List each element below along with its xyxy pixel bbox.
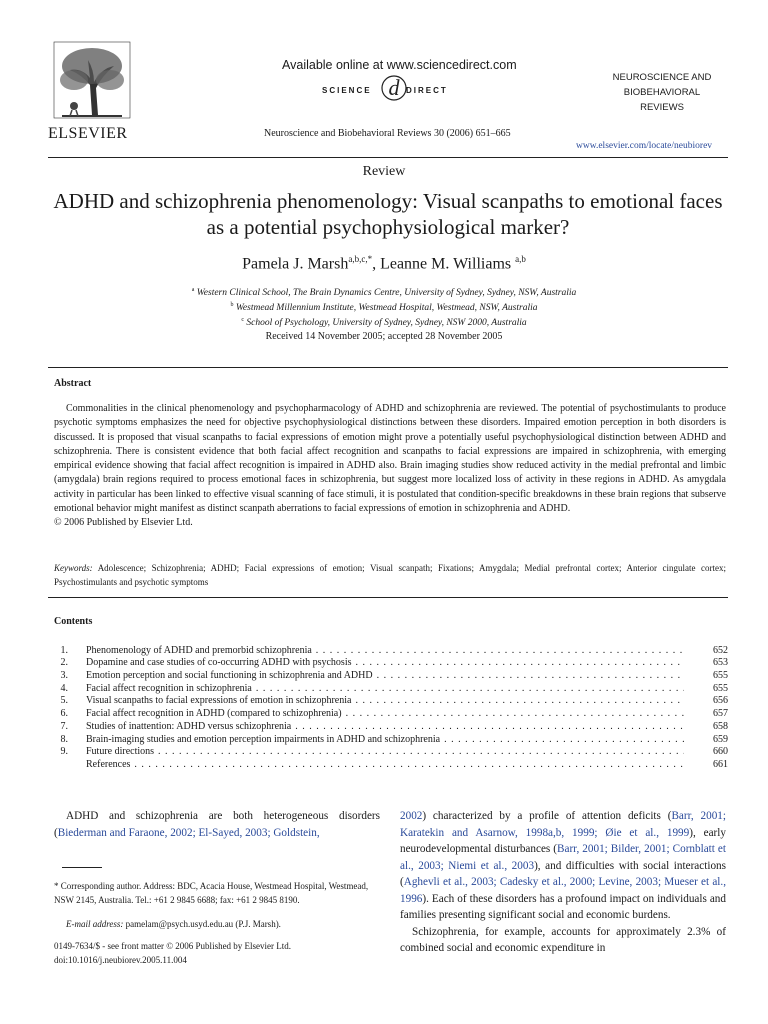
journal-title-line: NEUROSCIENCE AND [612,72,712,83]
citation-link[interactable]: Barr, 2001; Karatekin and Asarnow, 1998a,b, 1999; Øie et al., 1999 [400,810,726,839]
body-column-left [54,808,380,841]
footnote-divider [62,867,102,868]
toc-item[interactable]: 1. Phenomenology of ADHD and premorbid schizophrenia . . . 652 [54,643,728,656]
toc-item[interactable]: 2. Dopamine and case studies of co-occurring ADHD with psychosis . . . 653 [54,656,728,669]
citation-link[interactable]: 2002 [400,810,423,822]
citation-link[interactable]: Aghevli et al., 2003; Cadesky et al., 2000; Levine, 2003; Mueser et al., 1996 [400,876,726,905]
toc-item[interactable]: 5. Visual scanpaths to facial expressions of emotion in schizophrenia . . . 656 [54,694,728,707]
journal-title-line: BIOBEHAVIORAL [623,87,701,98]
toc-item[interactable]: 7. Studies of inattention: ADHD versus schizophrenia . . . 658 [54,719,728,732]
body-column-right [400,808,726,957]
toc-item[interactable]: References . . . 661 [54,757,728,770]
journal-citation: Neuroscience and Biobehavioral Reviews 30 (2006) 651–665 [264,128,511,139]
abstract-heading: Abstract [54,378,92,389]
header-divider [48,157,728,158]
body-paragraph: Schizophrenia, for example, accounts for approximately 2.3% of combined social and economic expenditure in [400,925,726,954]
contents-heading: Contents [54,616,93,627]
article-type: Review [362,164,406,179]
received-dates: Received 14 November 2005; accepted 28 November 2005 [265,331,503,342]
email-footnote [54,919,392,929]
author-name[interactable]: Leanne M. Williams [380,255,512,273]
abstract-body [54,402,726,531]
paper-title: ADHD and schizophrenia phenomenology: Visual scanpaths to emotional faces as a potential psychophysiological marker? [53,189,723,239]
available-online-text: Available online at www.sciencedirect.com [282,58,517,72]
issn-line: 0149-7634/$ - see front matter © 2006 Published by Elsevier Ltd. [54,941,292,951]
sciencedirect-left: SCIENCE [322,86,372,95]
abstract-divider-bottom [48,597,728,598]
toc-item[interactable]: 4. Facial affect recognition in schizophrenia . . . 655 [54,681,728,694]
corresponding-author-mark[interactable]: * [367,254,373,264]
author-affil-sup: a,b,c, [348,254,368,264]
keywords [54,561,726,589]
email-address[interactable]: pamelam@psych.usyd.edu.au (P.J. Marsh). [125,919,281,929]
body-paragraph: ADHD and schizophrenia are both heterogeneous disorders (Biederman and Faraone, 2002; El-Sayed, 2003; Goldstein, [54,810,380,839]
affiliation-line: $^c$ School of Psychology, University of Sydney, Sydney, NSW 2000, Australia [241,317,527,329]
affiliation-line: $^b$ Westmead Millennium Institute, Westmead Hospital, Westmead, NSW, Australia [230,302,538,314]
table-of-contents [54,643,728,770]
author-separator: , [372,255,381,273]
toc-item[interactable]: 3. Emotion perception and social functioning in schizophrenia and ADHD . . . 655 [54,668,728,681]
citation-link[interactable]: Barr, 2001; Bilder, 2001; Cornblatt et al., 2003; Niemi et al., 2003 [400,843,726,872]
sciencedirect-right: DIRECT [406,86,448,95]
affiliation-line: $^a$ Western Clinical School, The Brain Dynamics Centre, University of Sydney, Sydney, NSW, Australia [191,287,577,299]
sciencedirect-d-glyph: d [388,75,400,100]
abstract-divider-top [48,367,728,368]
toc-item[interactable]: 6. Facial affect recognition in ADHD (compared to schizophrenia) . . . 657 [54,706,728,719]
journal-url-link[interactable]: www.elsevier.com/locate/neubiorev [576,141,713,151]
toc-item[interactable]: 8. Brain-imaging studies and emotion perception impairments in ADHD and schizophrenia . . . 659 [54,732,728,745]
doi-line[interactable]: doi:10.1016/j.neubiorev.2005.11.004 [54,955,187,965]
email-label: E-mail address: [66,919,124,929]
toc-item[interactable]: 9. Future directions . . . 660 [54,745,728,758]
issn-doi-block [54,939,380,967]
abstract-copyright: © 2006 Published by Elsevier Ltd. [54,517,193,529]
journal-title-line: REVIEWS [640,102,684,113]
body-paragraph: 2002) characterized by a profile of attention deficits (Barr, 2001; Karatekin and Asarnow, 1998a,b, 1999; Øie et al., 1999), early neurodevelopmental disturbances (Barr, 2001; Bilder, 2001; Cornblatt et al., 2003; Niemi et al., 2003), and difficulties with social interactions (Aghevli et al., 2003; Cadesky et al., 2000; Levine, 2003; Mueser et al., 1996). Each of these disorders has a profound impact on individuals and families presenting significant social and economic burdens. [400,810,726,921]
affiliations [0,284,768,329]
keywords-label: Keywords: [54,563,93,573]
journal-title-block [582,70,742,115]
keywords-list: Adolescence; Schizophrenia; ADHD; Facial expressions of emotion; Visual scanpath; Fixations; Amygdala; Medial prefrontal cortex; Anterior cingulate cortex; Psychostimulants and psychotic symptoms [54,563,726,587]
author-name[interactable]: Pamela J. Marsh [242,255,349,273]
sciencedirect-d-icon [379,73,409,103]
author-list [0,254,768,273]
publisher-name: ELSEVIER [48,125,128,142]
corresponding-author-footnote: * Corresponding author. Address: BDC, Acacia House, Westmead Hospital, Westmead, NSW 2145, Australia. Tel.: +61 2 9845 6688; fax: +61 2 9845 8190. [54,881,369,905]
abstract-text: Commonalities in the clinical phenomenology and psychopharmacology of ADHD and schizophrenia are reviewed. The potential of psychostimulants to produce psychotic symptoms emphasizes the need for objective psychophysiological distinctions between these disorders. Impaired emotion perception in both disorders is discussed. It is proposed that visual scanpaths to facial expressions of emotion might prove a potentially useful psychophysiological distinction between ADHD and schizophrenia. There is consistent evidence that both facial affect recognition and scanpaths to facial expressions are impaired in schizophrenia, with emerging empirical evidence showing that facial affect recognition is impaired in ADHD also. Brain imaging studies show reduced activity in the medial prefrontal and limbic (amygdala) brain regions required to process emotional faces in schizophrenia, but suggest more localized loss of activity in these regions in ADHD. As amygdala activity in particular has been linked to effective visual scanning of face stimuli, it is postulated that condition-specific breakdowns in these brain regions that subserve emotional behavior might manifest as distinct scanpath aberrations to facial expressions of emotion in schizophrenia and ADHD. [54,403,726,515]
author-affil-sup: a,b [515,254,526,264]
citation-link[interactable]: Biederman and Faraone, 2002; El-Sayed, 2003; Goldstein, [57,826,320,839]
